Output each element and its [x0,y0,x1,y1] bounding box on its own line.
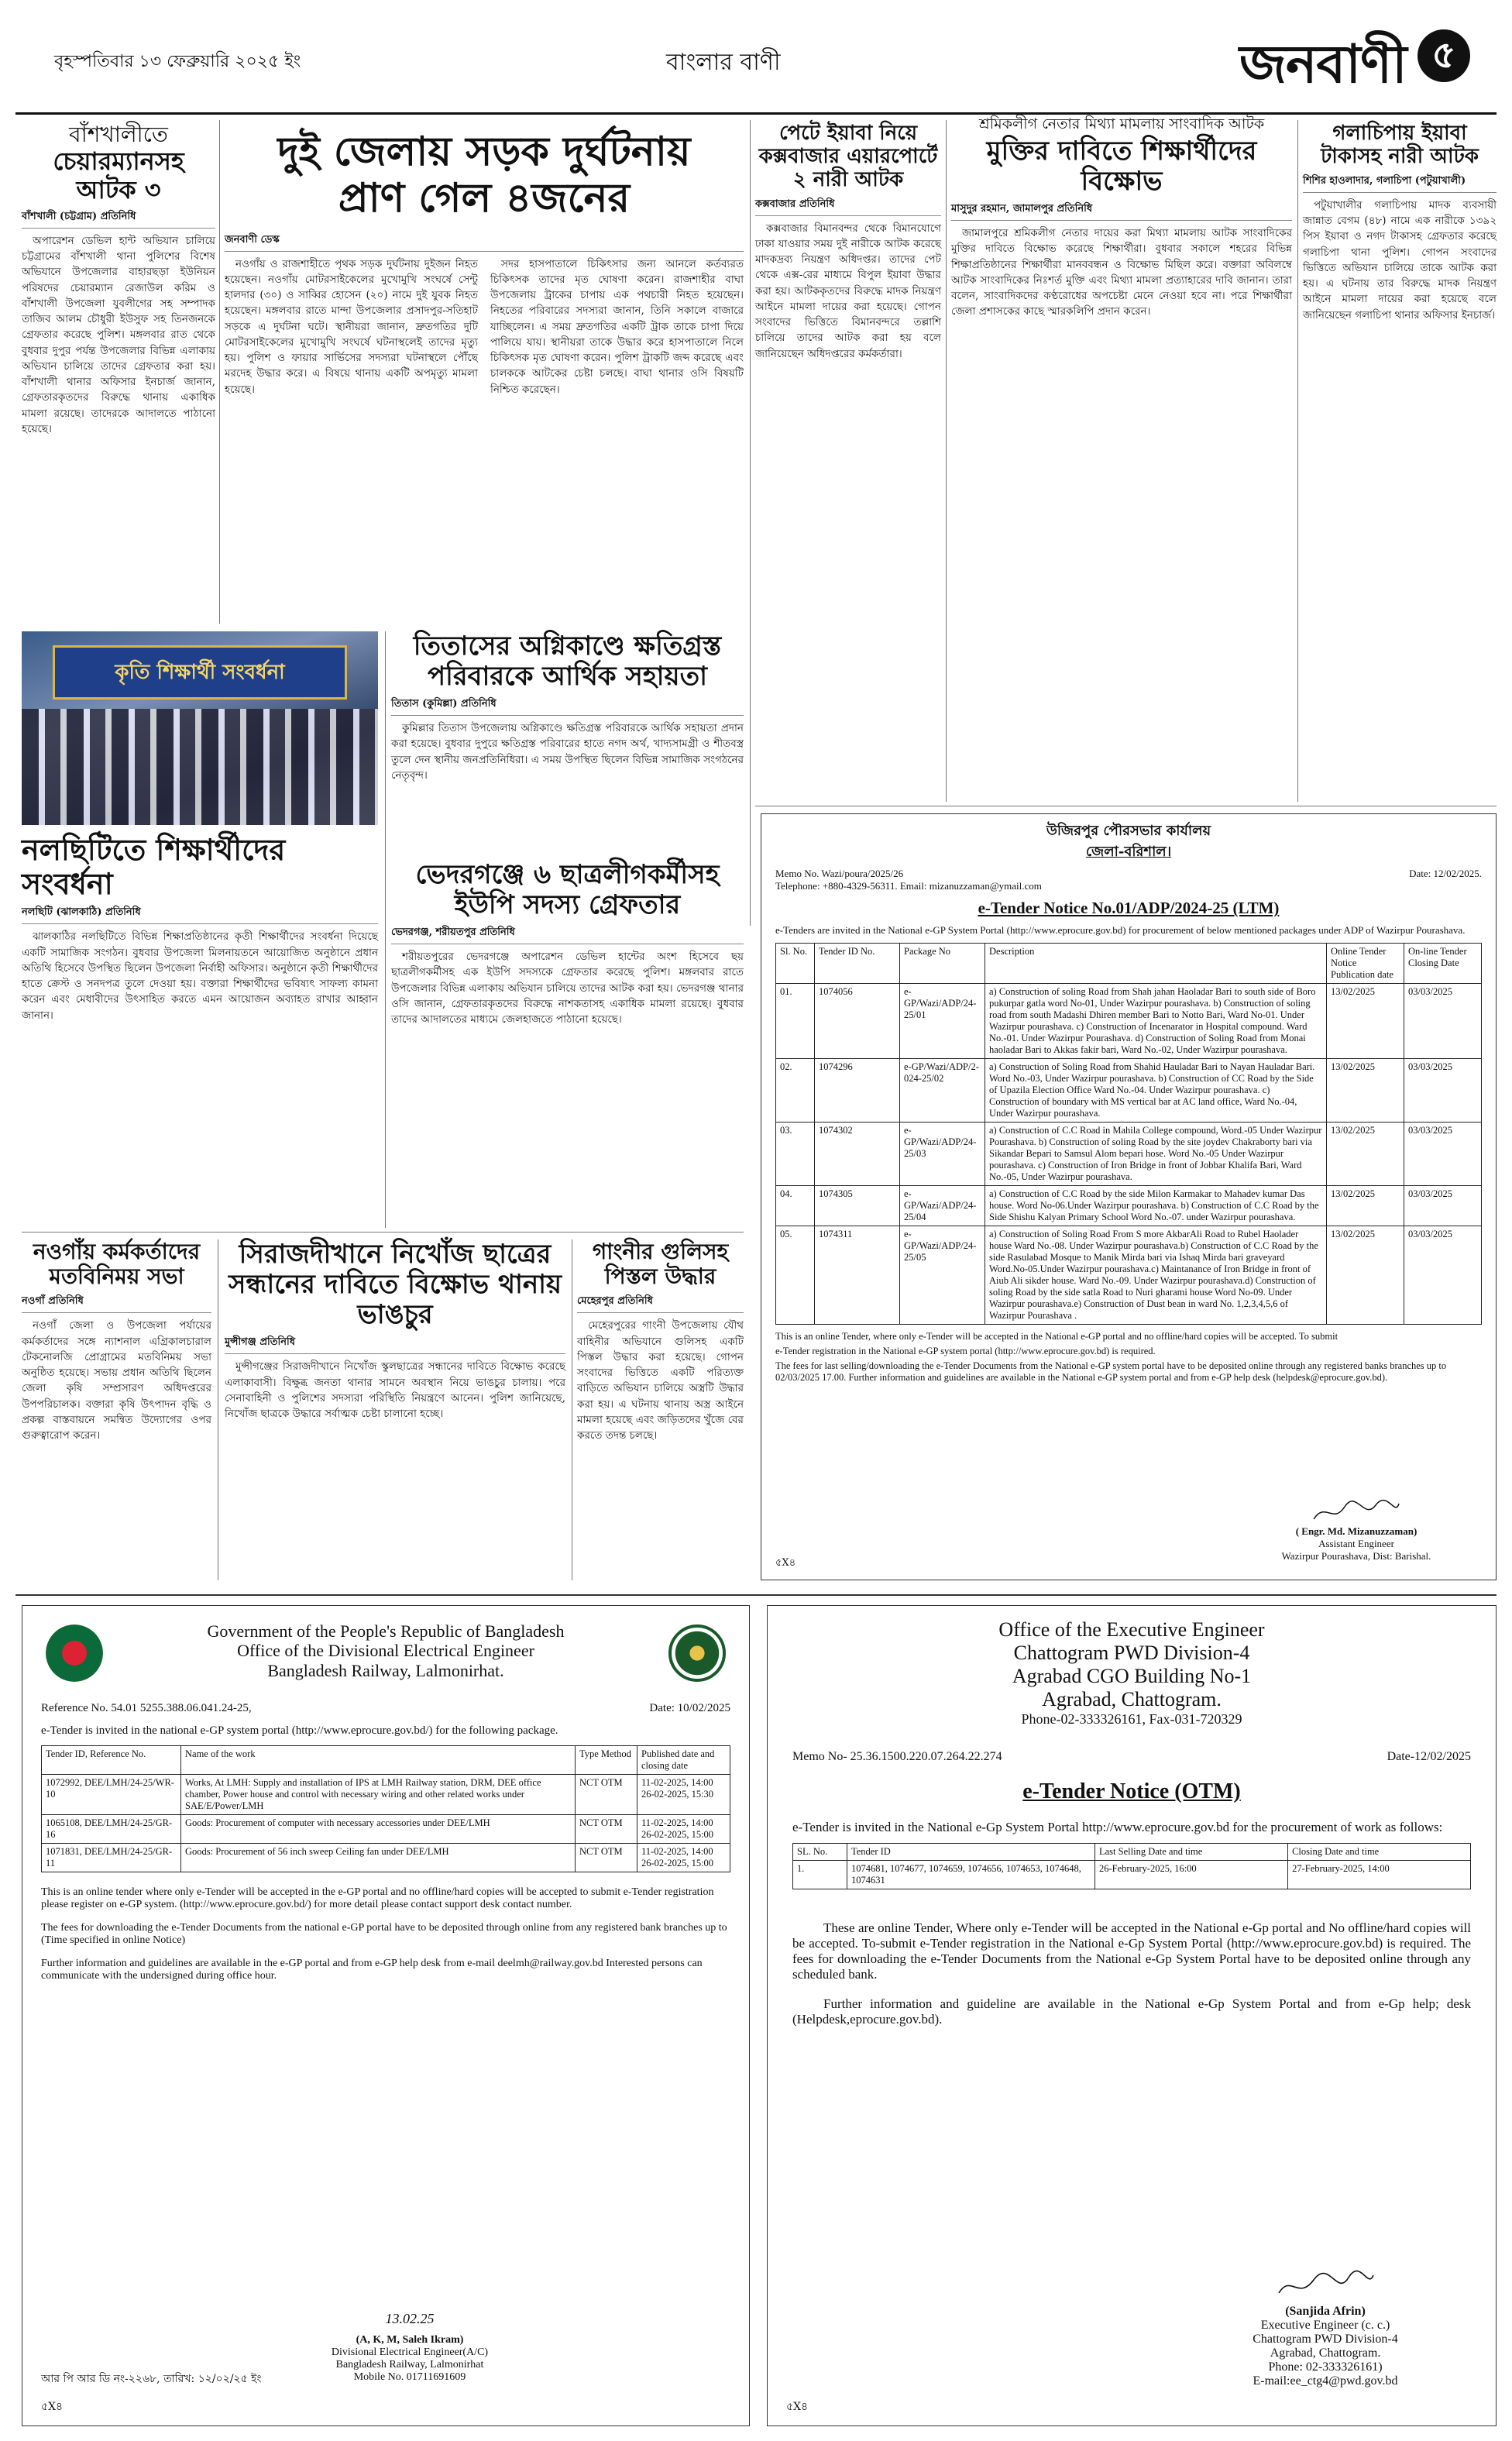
table-row [42,1843,730,1872]
tender-table [775,943,1482,1325]
table-cell: a) Construction of C.C Road in Mahila College compound, Word.-05 Under Wazirpur Pourashava. b) Construction of soling Road by the site joydev Chakraborty bari via Sikandar Bepari to Samsul Alom bepari hose. Word No.-05 Under Wazirpur pourashava. c) Construction of Iron Bridge in front of Jobbar Khalifa Bari, Ward No.-05, Under Wazirpur pourashava. [985,1122,1327,1185]
table-header: Published date and closing date [637,1745,730,1774]
table-cell: 03/03/2025 [1404,983,1482,1058]
table-cell: 05. [776,1226,815,1324]
tender-intro: e-Tenders are invited in the National e-GP System Portal (http://www.eprocure.gov.bd) for procurement of below mentioned packages under ADP of Wazirpur Pourashava. [775,923,1466,936]
office-line2: Chattogram PWD Division-4 [1013,1641,1250,1664]
table-cell: a) Construction of Soling Road from Shahid Hauladar Bari to Nayan Hauladar Bari. Word No.-03, Under Wazirpur pourashava. b) Construction of CC Road by the Side of Upazila Election Office Ward No.-04. Under Wazirpur pourashava. c) Construction of boundary with MS vertical bar at AC land office, Ward No.-04, Under Wazirpur pourashava. [985,1058,1327,1122]
table-cell: 03/03/2025 [1404,1226,1482,1324]
table-cell: 1074056 [815,983,900,1058]
logo: জনবাণী [1239,33,1407,95]
story-body: শরীয়তপুরের ভেদরগঞ্জে অপারেশন ডেভিল হান্টের অংশ হিসেবে ছয় ছাত্রলীগকর্মীসহ এক ইউপি সদস্যকে গ্রেফতার করেছে পুলিশ। মঙ্গলবার রাতে উপজেলার বিভিন্ন এলাকায় অভিযান চালিয়ে তাদের আটক করা হয়। ভেদরগঞ্জ থানার ওসি জানান, গ্রেফতারকৃতদের বিরুদ্ধে নাশকতাসহ একাধিক মামলা রয়েছে। বুধবার তাদের আদালতের মাধ্যমে জেলহাজতে পাঠানো হয়েছে। [391,951,744,1026]
signer-phone: Phone: 02-333326161) [1268,2360,1383,2374]
table-header: Last Selling Date and time [1095,1844,1288,1861]
tender-note: This is an online tender where only e-Tender will be accepted in the e-GP portal and no offline/hard copies will be accepted to submit e-Tender registration please register on e-GP system. (http://www.eprocure.gov.bd/) for more detail please contact support desk contact number. [41,1886,714,1910]
story-body: কুমিল্লার তিতাস উপজেলায় অগ্নিকাণ্ডে ক্ষতিগ্রস্ত পরিবারকে আর্থিক সহায়তা প্রদান করা হয়েছে। বুধবার দুপুরে ক্ষতিগ্রস্ত পরিবারের হাতে নগদ অর্থ, খাদ্যসামগ্রী ও শীতবস্ত্র তুলে দেন স্থানীয় জনপ্রতিনিধিরা। এ সময় উপস্থিত ছিলেন বিভিন্ন সামাজিক সংগঠনের নেতৃবৃন্দ। [391,722,744,782]
story-galachipa [1303,122,1497,326]
story-naogaon [22,1239,211,1446]
table-cell: 03/03/2025 [1404,1122,1482,1185]
table-cell: e-GP/Wazi/ADP/24-25/05 [900,1226,985,1324]
story-body: মেহেরপুরের গাংনী উপজেলায় যৌথ বাহিনীর অভিযানে গুলিসহ একটি পিস্তল উদ্ধার করা হয়েছে। গোপন সংবাদের ভিত্তিতে একটি পরিত্যক্ত বাড়িতে অভিযান চালিয়ে অস্ত্রটি উদ্ধার করা হয়। এ ঘটনায় থানায় অস্ত্র আইনে মামলা হয়েছে এবং জড়িতদের খুঁজে বের করতে তদন্ত চলছে। [577,1319,744,1442]
table-cell: e-GP/Wazi/ADP/24-25/01 [900,983,985,1058]
table-header: Online Tender Notice Publication date [1327,943,1404,983]
table-cell: 1074311 [815,1226,900,1324]
bd-emblem [46,1624,103,1682]
tender-note: The fees for downloading the e-Tender Documents from the national e-GP portal have to be deposited through online from any registered bank branches up to (Time specified in online Notice) [41,1921,727,1946]
story-jamalpur [951,116,1292,323]
story-bhedarganj [391,860,744,1030]
tender-intro: e-Tender is invited in the National e-Gp System Portal http://www.eprocure.gov.bd for the procurement of work as follows: [792,1820,1443,1835]
story-byline: তিতাস (কুমিল্লা) প্রতিনিধি [391,696,744,716]
story-headline: ভেদরগঞ্জে ৬ ছাত্রলীগকর্মীসহ ইউপি সদস্য গ্রেফতার [415,859,720,921]
signer-name: (A, K, M, Saleh Ikram) [356,2334,464,2346]
story-road-accident [225,122,744,401]
story-coxsbazar [755,122,941,365]
story-headline: নওগাঁয় কর্মকর্তাদের মতবিনিময় সভা [33,1239,201,1290]
tender-note: The fees for last selling/downloading the e-Tender Documents from the National e-GP system portal have to be deposited online through any registered banks branches up to 02/03/2025 17.00. Further information and guidelines are available in the National e-GP system portal and from e-GP help desk (helpdesk@eprocure.gov.bd). [775,1360,1447,1383]
table-cell: 27-February-2025, 14:00 [1288,1861,1471,1889]
story-byline: ভেদরগঞ্জ, শরীয়তপুর প্রতিনিধি [391,925,744,944]
story-kicker: শ্রমিকলীগ নেতার মিথ্যা মামলায় সাংবাদিক আটক [978,115,1265,132]
signer-office: Wazirpur Pourashava, Dist: Barishal. [1281,1550,1431,1562]
signature-scribble [1240,1497,1472,1525]
table-header: Closing Date and time [1288,1844,1471,1861]
tender-table [41,1745,730,1872]
story-headline: মুক্তির দাবিতে শিক্ষার্থীদের বিক্ষোভ [986,135,1257,197]
gd-number: আর পি আর ডি নং-২২৬৮, তারিখ: ১২/০২/২৫ ইং [41,2373,262,2385]
tender-title: e-Tender Notice No.01/ADP/2024-25 (LTM) [978,899,1280,918]
story-headline: দুই জেলায় সড়ক দুর্ঘটনায় প্রাণ গেল ৪জনের [277,128,691,222]
table-cell: 03. [776,1122,815,1185]
table-cell: Goods: Procurement of 56 inch sweep Ceiling fan under DEE/LMH [181,1843,576,1872]
table-header: On-line Tender Closing Date [1404,943,1482,983]
table-cell: e-GP/Wazi/ADP/2-024-25/02 [900,1058,985,1122]
tender-note: Further information and guidelines are available in the e-GP portal and from e-GP help desk from e-mail deelmh@railway.gov.bd Interested persons can communicate with the undersigned during office hour. [41,1957,703,1982]
tender-date: Date: 12/02/2025. [1409,868,1482,880]
table-cell: a) Construction of soling Road from Shah jahan Haoladar Bari to south side of Boro pukurpar gatla word No-01, Under Wazirpur pourashava. b) Construction of soling road from south Madashi Dhiren member Bari to Notto Bari, Ward No-01. Under Wazirpur pourashava. c) Construction of Incenarator in Hospital compound. Ward No.-01. Under Wazirpur Pourashava. d) Construction of Soling Road from Monai haoladar Bari to Akkas fakir bari, Ward No.-02, Under Wazirpur pourashava. [985,983,1327,1058]
table-cell: 1. [793,1861,847,1889]
signature-block [1240,1497,1472,1563]
story-byline: মেহেরপুর প্রতিনিধি [577,1294,744,1313]
event-photo [22,631,378,825]
table-cell: 13/02/2025 [1327,1185,1404,1226]
signer-title: Executive Engineer (c. c.) [1260,2319,1390,2332]
story-nalchity [22,833,378,1026]
table-header: SL. No. [793,1844,847,1861]
story-byline: মাসুদুর রহমান, জামালপুর প্রতিনিধি [951,201,1292,221]
office-line1: Government of the People's Republic of Bangladesh [207,1621,565,1641]
story-byline: মুন্সীগঞ্জ প্রতিনিধি [225,1335,565,1354]
tender-table [792,1843,1471,1889]
tender-reference: Reference No. 54.01 5255.388.06.041.24-25, [41,1701,252,1714]
story-headline: গলাচিপায় ইয়াবা টাকাসহ নারী আটক [1321,122,1479,168]
office-line4: Agrabad, Chattogram. [1042,1687,1222,1710]
story-byline: জনবাণী ডেস্ক [225,232,744,252]
table-row [776,1185,1482,1226]
table-cell: 1065108, DEE/LMH/24-25/GR-16 [42,1814,181,1843]
table-row [793,1861,1471,1889]
tender-note: These are online Tender, Where only e-Tender will be accepted in the National e-Gp portal and No offline/hard copies will be accepted. To-submit e-Tender registration in the National e-Gp System Portal (http://www.eprocure.gov.bd) is required. The fees for downloading the e-Tender Documents from the National e-Gp System Portal have to be deposited online through any scheduled bank. [792,1920,1471,1982]
table-cell: 03/03/2025 [1404,1058,1482,1122]
story-banshkhali [22,122,215,440]
table-cell: 1074296 [815,1058,900,1122]
signer-office: Chattogram PWD Division-4 [1253,2333,1398,2346]
table-cell: e-GP/Wazi/ADP/24-25/04 [900,1185,985,1226]
story-headline: তিতাসের অগ্নিকাণ্ডে ক্ষতিগ্রস্ত পরিবারকে আর্থিক সহায়তা [413,631,722,693]
table-cell: 1074305 [815,1185,900,1226]
masthead-section: বাংলার বাণী [666,49,781,76]
table-row [42,1814,730,1843]
page-number: ৫ [1431,33,1456,77]
table-cell: NCT OTM [576,1843,637,1872]
signer-email: E-mail:ee_ctg4@pwd.gov.bd [1253,2374,1398,2388]
story-headline: পেটে ইয়াবা নিয়ে কক্সবাজার এয়ারপোর্টে ২ নারী আটক [758,122,938,191]
signer-office: Bangladesh Railway, Lalmonirhat [335,2359,484,2371]
story-headline: নলছিটিতে শিক্ষার্থীদের সংবর্ধনা [22,832,286,901]
table-row [776,1122,1482,1185]
story-body: নওগাঁ জেলা ও উপজেলা পর্যায়ের কর্মকর্তাদের সঙ্গে ন্যাশনাল এগ্রিকালচারাল টেকনোলজি প্রোগ্রামের মতবিনিময় সভা অনুষ্ঠিত হয়েছে। সভায় প্রধান অতিথি ছিলেন জেলা কৃষি সম্প্রসারণ অধিদপ্তরের উপপরিচালক। বক্তারা কৃষি উৎপাদন বৃদ্ধি ও প্রকল্প বাস্তবায়নে সমন্বিত উদ্যোগের ওপর গুরুত্বারোপ করেন। [22,1319,211,1442]
table-cell: 13/02/2025 [1327,1226,1404,1324]
table-cell: 04. [776,1185,815,1226]
tender-memo: Memo No- 25.36.1500.220.07.264.22.274 [792,1750,1002,1764]
story-body: পটুয়াখালীর গলাচিপায় মাদক ব্যবসায়ী জান্নাত বেগম (৪৮) নামে এক নারীকে ১৩৯২ পিস ইয়াবা ও নগদ টাকাসহ গ্রেফতার করেছে গলাচিপা থানা পুলিশ। গোপন সংবাদের ভিত্তিতে অভিযান চালিয়ে তাকে আটক করা হয়। এ ঘটনায় তার বিরুদ্ধে মাদক নিয়ন্ত্রণ আইনে মামলা দায়ের করা হয়েছে বলে জানিয়েছেন গলাচিপা থানার অফিসার ইনচার্জ। [1303,198,1497,321]
table-header: Tender ID No. [815,943,900,983]
signer-name: (Sanjida Afrin) [1285,2305,1366,2318]
table-cell: 02. [776,1058,815,1122]
table-cell: 13/02/2025 [1327,1058,1404,1122]
table-header: Description [985,943,1327,983]
office-phone: Phone-02-333326161, Fax-031-720329 [1021,1710,1242,1727]
signature-block [1194,2266,1457,2388]
tender-telephone: Telephone: +880-4329-56311. Email: mizanuzzaman@ymail.com [775,880,1042,892]
railway-logo [668,1624,726,1682]
masthead-date: বৃহস্পতিবার ১৩ ফেব্রুয়ারি ২০২৫ ইং [54,52,301,71]
table-cell: 26-February-2025, 16:00 [1095,1861,1288,1889]
table-cell: 1074302 [815,1122,900,1185]
tender-date: Date-12/02/2025 [1387,1750,1471,1764]
table-header: Tender ID, Reference No. [42,1745,181,1774]
story-body: কক্সবাজার বিমানবন্দর থেকে বিমানযোগে ঢাকা যাওয়ার সময় দুই নারীকে আটক করেছে মাদকদ্রব্য নিয়ন্ত্রণ অধিদপ্তর। তাদের পেট থেকে এক্স-রের মাধ্যমে বিপুল ইয়াবা উদ্ধার করা হয়। আটককৃতদের বিরুদ্ধে মাদক নিয়ন্ত্রণ আইনে মামলা দায়ের করা হয়েছে। গোপন সংবাদের ভিত্তিতে বিমানবন্দরে তল্লাশি চালিয়ে তাদের আটক করা হয় বলে জানিয়েছেন অধিদপ্তরের কর্মকর্তারা। [755,222,941,360]
table-cell: 1072992, DEE/LMH/24-25/WR-10 [42,1774,181,1814]
ad-code: ৫X৪ [786,2401,809,2413]
story-body-right: সদর হাসপাতালে চিকিৎসার জন্য আনলে কর্তব্যরত চিকিৎসক তাদের মৃত ঘোষণা করেন। রাজশাহীর বাঘা উপজেলায় ট্রাকের চাপায় এক পথচারী নিহত হয়েছেন। নিহতের পরিবারের সদস্যরা জানান, তিনি সকালে বাজারে যাচ্ছিলেন। এ সময় দ্রুতগতির একটি ট্রাক তাকে চাপা দিয়ে পালিয়ে যায়। স্থানীয়রা তাকে উদ্ধার করে হাসপাতালে নিলে চিকিৎসক মৃত ঘোষণা করেন। পুলিশ ট্রাকটি জব্দ করেছে এবং চালককে আটকের চেষ্টা চলছে। বাঘা থানার ওসি বিষয়টি নিশ্চিত করেছেন। [490,257,744,396]
office-line2: Office of the Divisional Electrical Engineer [237,1641,534,1661]
story-byline: নলছিটি (ঝালকাঠি) প্রতিনিধি [22,905,378,924]
tender-pwd [767,1605,1497,2426]
table-header: Name of the work [181,1745,576,1774]
office-line1: Office of the Executive Engineer [998,1618,1265,1641]
table-header: Tender ID [847,1844,1095,1861]
table-header: Package No [900,943,985,983]
table-row [776,983,1482,1058]
table-cell: Goods: Procurement of computer with necessary accessories under DEE/LMH [181,1814,576,1843]
office-line3: Bangladesh Railway, Lalmonirhat. [267,1660,504,1680]
table-cell: a) Construction of C.C Road by the side Milon Karmakar to Mahadev kumar Das house. Word No-06.Under Wazirpur pourashava. b) Construction of C.C Road by the Side Shishu Kalyan Primary School Word No.-07. under Wazirpur pourashava. [985,1185,1327,1226]
photo-banner: কৃতি শিক্ষার্থী সংবর্ধনা [53,645,347,700]
table-cell: 11-02-2025, 14:00 26-02-2025, 15:00 [637,1814,730,1843]
tender-intro: e-Tender is invited in the national e-GP system portal (http://www.eprocure.gov.bd/) for the following package. [41,1724,558,1737]
story-sirajdikhan [225,1239,565,1425]
table-header: Sl. No. [776,943,815,983]
story-byline: বাঁশখালী (চট্টগ্রাম) প্রতিনিধি [22,209,215,229]
ad-code: ৫X৪ [775,1557,796,1569]
table-row [42,1774,730,1814]
tender-office: উজিরপুর পৌরসভার কার্যালয় [1046,823,1211,839]
tender-note: e-Tender registration in the National e-GP system portal (http://www.eprocure.gov.bd) is required. [775,1345,1156,1356]
office-line3: Agrabad CGO Building No-1 [1012,1664,1252,1687]
table-cell: 03/03/2025 [1404,1185,1482,1226]
ad-code: ৫X৪ [41,2401,64,2413]
story-body-left: নওগাঁয় ও রাজশাহীতে পৃথক সড়ক দুর্ঘটনায় দুইজন নিহত হয়েছেন। নওগাঁয় মোটরসাইকেলের মুখোমুখি সংঘর্ষে সেন্টু হালদার (৩০) ও সাব্বির হোসেন (২০) নামে দুই যুবক নিহত হয়েছেন। মঙ্গলবার রাতে মান্দা উপজেলার প্রসাদপুর-সতিহাট সড়কে এ দুর্ঘটনা ঘটে। স্থানীয়রা জানান, দ্রুতগতির দুটি মোটরসাইকেলের মুখোমুখি সংঘর্ষে ঘটনাস্থলেই তাদের মৃত্যু হয়। পুলিশ ও ফায়ার সার্ভিসের সদস্যরা ঘটনাস্থলে পৌঁছে মরদেহ উদ্ধার করে। এ বিষয়ে থানায় একটি অপমৃত্যু মামলা হয়েছে। [225,257,478,396]
signer-title: Divisional Electrical Engineer(A/C) [331,2346,489,2358]
table-cell: NCT OTM [576,1774,637,1814]
story-gangni [577,1239,744,1446]
table-cell: 13/02/2025 [1327,1122,1404,1185]
tender-wazirpur [761,813,1497,1580]
table-cell: 1071831, DEE/LMH/24-25/GR-11 [42,1843,181,1872]
table-cell: 11-02-2025, 14:00 26-02-2025, 15:30 [637,1774,730,1814]
table-cell: NCT OTM [576,1814,637,1843]
photo-crowd [22,709,378,825]
table-row [776,1058,1482,1122]
table-row [776,1226,1482,1324]
signer-name: ( Engr. Md. Mizanuzzaman) [1295,1525,1418,1537]
story-titas [391,631,744,786]
story-byline: নওগাঁ প্রতিনিধি [22,1294,211,1313]
signature-block [278,2303,541,2384]
tender-note: Further information and guideline are available in the National e-Gp System Portal and from e-Gp help; desk (Helpdesk,eprocure.gov.bd). [792,1996,1471,2027]
signature-date: 13.02.25 [385,2311,435,2326]
signature-scribble [1194,2266,1457,2305]
story-body: ঝালকাঠির নলছিটিতে বিভিন্ন শিক্ষাপ্রতিষ্ঠানের কৃতী শিক্ষার্থীদের সংবর্ধনা দিয়েছে একটি সামাজিক সংগঠন। বুধবার উপজেলা মিলনায়তনে আয়োজিত অনুষ্ঠানে প্রধান অতিথি হিসেবে উপস্থিত ছিলেন উপজেলা নির্বাহী অফিসার। অনুষ্ঠানে কৃতী শিক্ষার্থীদের হাতে ক্রেস্ট ও সনদপত্র তুলে দেওয়া হয়। বক্তারা শিক্ষার্থীদের ভবিষ্যৎ সাফল্য কামনা করেন এবং মেধাবীদের উৎসাহিত করতে এমন আয়োজন অব্যাহত রাখার আহ্বান জানান। [22,930,378,1022]
signer-address: Agrabad, Chattogram. [1270,2346,1381,2360]
tender-railway [22,1605,750,2426]
table-cell: e-GP/Wazi/ADP/24-25/03 [900,1122,985,1185]
signer-mobile: Mobile No. 01711691609 [353,2371,466,2383]
tender-note: This is an online Tender, where only e-Tender will be accepted in the National e-GP portal and no offline/hard copies will be accepted. To submit [775,1330,1338,1342]
tender-memo: Memo No. Wazi/poura/2025/26 [775,868,904,880]
page-number-badge [1418,29,1470,82]
signer-title: Assistant Engineer [1318,1538,1394,1549]
tender-district: জেলা-বরিশাল। [1085,843,1172,860]
story-body: জামালপুরে শ্রমিকলীগ নেতার দায়ের করা মিথ্যা মামলায় আটক সাংবাদিকের মুক্তির দাবিতে বিক্ষোভ করেছে শিক্ষার্থীরা। বুধবার সকালে শহরের বিভিন্ন শিক্ষাপ্রতিষ্ঠানের শিক্ষার্থীরা মানববন্ধন ও বিক্ষোভ মিছিল করে। বক্তারা অবিলম্বে আটক সাংবাদিকের নিঃশর্ত মুক্তি এবং মিথ্যা মামলা প্রত্যাহারের দাবি জানান। তারা বলেন, সাংবাদিকদের কণ্ঠরোধের অপচেষ্টা মেনে নেওয়া হবে না। পরে শিক্ষার্থীরা জেলা প্রশাসকের কাছে স্মারকলিপি প্রদান করেন। [951,227,1292,318]
masthead [0,0,1512,116]
table-cell: a) Construction of Soling Road From S more AkbarAli Road to Rubel Haolader house Ward No.-08. Under Wazirpur pourashava.b) Construction of C.C Road by the side Rasulabad Mosque to Manik Mirda bari via Ishaq Mirda bari graveyard Word.No-05.Under Wazirpur pourashava.c) Maintanance of Iron Bridge in front of Aiub Ali sikder house. Ward No.-09. Under Wazirpur pourashava.d) Construction of soling Road by the side satla Road to Nuri gharami house Word No-09. Under Wazirpur pourashava.e) Construction of Dust bean in ward No. 1,2,3,4,5,6 of Wazirpur Pourashava . [985,1226,1327,1324]
story-body: মুন্সীগঞ্জের সিরাজদীখানে নিখোঁজ স্কুলছাত্রের সন্ধানের দাবিতে বিক্ষোভ করেছে এলাকাবাসী। বিক্ষুব্ধ জনতা থানার সামনে অবস্থান নিয়ে ভাঙচুর চালায়। পরে সেনাবাহিনী ও পুলিশের সদস্যরা পরিস্থিতি নিয়ন্ত্রণে আনেন। পুলিশ জানিয়েছে, নিখোঁজ ছাত্রকে উদ্ধারে সর্বাত্মক চেষ্টা চালানো হচ্ছে। [225,1360,565,1421]
story-byline: কক্সবাজার প্রতিনিধি [755,197,941,216]
tender-title: e-Tender Notice (OTM) [1022,1779,1241,1804]
story-headline: চেয়ারম্যানসহ আটক ৩ [53,146,184,205]
table-header: Type Method [576,1745,637,1774]
table-cell: 1074681, 1074677, 1074659, 1074656, 1074653, 1074648, 1074631 [847,1861,1095,1889]
tender-date: Date: 10/02/2025 [649,1701,730,1714]
story-kicker: বাঁশখালীতে [69,122,168,147]
table-cell: 13/02/2025 [1327,983,1404,1058]
story-body: অপারেশন ডেভিল হান্ট অভিযান চালিয়ে চট্টগ্রামের বাঁশখালী থানা পুলিশের বিশেষ অভিযানে উপজেলার বাহারছড়া ইউনিয়ন পরিষদের চেয়ারম্যান রেজাউল করিম ও বাঁশখালী উপজেলা যুবলীগের সহ সম্পাদক তাজিব আলম চৌধুরী ইউসুফ সহ তিনজনকে গ্রেফতার করেছে পুলিশ। মঙ্গলবার রাত থেকে বুধবার দুপুর পর্যন্ত উপজেলার বিভিন্ন এলাকায় অভিযান চালিয়ে তাদের গ্রেফতার করা হয়। বাঁশখালী থানার অফিসার ইনচার্জ জানান, গ্রেফতারকৃতদের বিরুদ্ধে থানায় একাধিক মামলা রয়েছে। তাদেরকে আদালতে পাঠানো হয়েছে। [22,234,215,435]
story-headline: গাংনীর গুলিসহ পিস্তল উদ্ধার [592,1239,729,1290]
table-cell: 11-02-2025, 14:00 26-02-2025, 15:00 [637,1843,730,1872]
story-headline: সিরাজদীখানে নিখোঁজ ছাত্রের সন্ধানের দাবিতে বিক্ষোভ থানায় ভাঙচুর [228,1239,562,1331]
story-byline: শিশির হাওলাদার, গলাচিপা (পটুয়াখালী) [1303,174,1497,193]
table-cell: 01. [776,983,815,1058]
table-cell: Works, At LMH: Supply and installation of IPS at LMH Railway station, DRM, DEE office chamber, Power house and control with necessary wiring and other related works under SAE/E/Power/LMH [181,1774,576,1814]
